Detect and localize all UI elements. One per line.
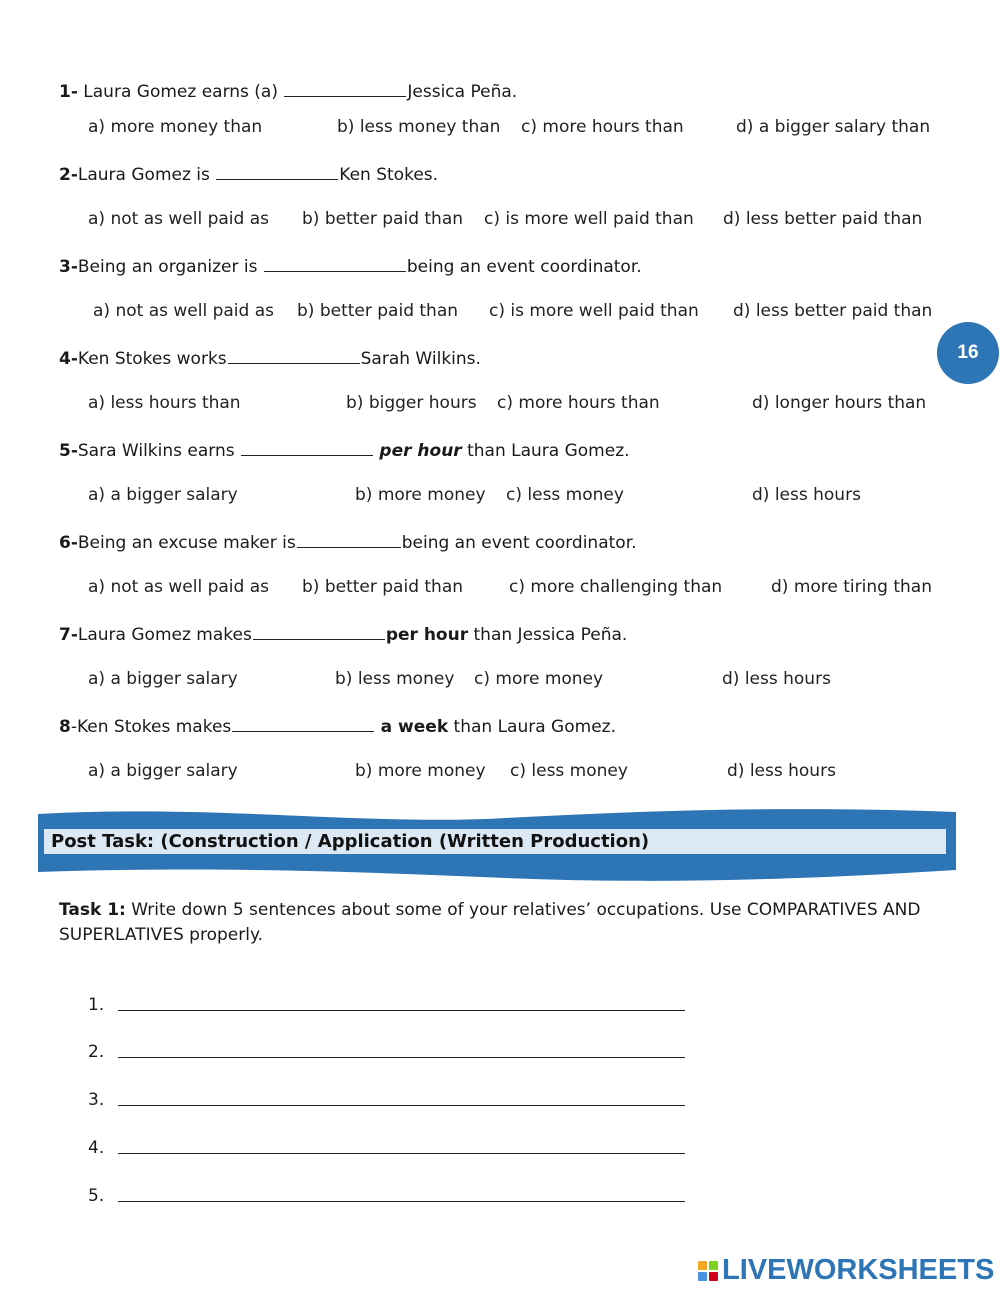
option-b[interactable]: b) more money <box>355 761 486 781</box>
option-a[interactable]: a) not as well paid as <box>88 577 269 597</box>
option-b[interactable]: b) better paid than <box>302 577 464 597</box>
answer-blank[interactable] <box>297 531 401 548</box>
option-d[interactable]: d) a bigger salary than <box>736 117 931 137</box>
option-b[interactable]: b) better paid than <box>297 301 459 321</box>
answer-blank[interactable] <box>264 255 406 272</box>
question-text-end: Sarah Wilkins. <box>360 349 481 369</box>
answer-line-3[interactable] <box>88 1090 118 1110</box>
task-text-line-1: Write down 5 sentences about some of your relatives’ occupations. Use COMPARATIVES AND <box>125 900 921 920</box>
option-b[interactable]: b) bigger hours <box>346 393 477 413</box>
logo-text: LIVEWORKSHEETS <box>722 1254 995 1286</box>
question-number: 6- <box>59 533 78 553</box>
option-d[interactable]: d) less hours <box>722 669 831 689</box>
line-number: 4. <box>88 1138 105 1158</box>
option-a[interactable]: a) less hours than <box>88 393 241 413</box>
answer-blank[interactable] <box>253 623 385 640</box>
question-text: Laura Gomez makes <box>77 625 252 645</box>
question-text: -Ken Stokes makes <box>70 717 232 737</box>
answer-line-1[interactable] <box>88 995 118 1015</box>
answer-blank[interactable] <box>241 439 373 456</box>
option-a[interactable]: a) not as well paid as <box>88 209 269 229</box>
question-text-end: than Jessica Peña. <box>468 625 628 645</box>
answer-line-2[interactable] <box>88 1042 118 1062</box>
logo-tile <box>698 1272 707 1281</box>
liveworksheets-logo[interactable] <box>698 1254 994 1287</box>
writing-line[interactable] <box>118 1057 685 1058</box>
option-d[interactable]: d) less better paid than <box>723 209 923 229</box>
logo-mark-icon <box>698 1261 718 1281</box>
option-c[interactable]: c) less money <box>510 761 628 781</box>
writing-line[interactable] <box>118 1153 685 1154</box>
question-emphasis: a week <box>380 717 449 737</box>
option-c[interactable]: c) is more well paid than <box>489 301 699 321</box>
question-text: Being an excuse maker is <box>77 533 296 553</box>
logo-tile <box>709 1272 718 1281</box>
question-number: 7- <box>59 625 78 645</box>
option-a[interactable]: a) a bigger salary <box>88 669 238 689</box>
question-text: Laura Gomez is <box>77 165 216 185</box>
page-number-badge: 16 <box>937 322 999 384</box>
option-b[interactable]: b) less money <box>335 669 455 689</box>
option-b[interactable]: b) more money <box>355 485 486 505</box>
line-number: 3. <box>88 1090 105 1110</box>
option-c[interactable]: c) less money <box>506 485 624 505</box>
answer-line-5[interactable] <box>88 1186 118 1206</box>
writing-line[interactable] <box>118 1105 685 1106</box>
question-3 <box>59 255 642 277</box>
answer-blank[interactable] <box>216 163 338 180</box>
logo-tile <box>698 1261 707 1270</box>
option-c[interactable]: c) is more well paid than <box>484 209 694 229</box>
question-text-end: Ken Stokes. <box>339 165 439 185</box>
question-7 <box>59 623 627 645</box>
option-c[interactable]: c) more hours than <box>497 393 660 413</box>
line-number: 1. <box>88 995 105 1015</box>
option-c[interactable]: c) more hours than <box>521 117 684 137</box>
option-d[interactable]: d) less better paid than <box>733 301 933 321</box>
option-d[interactable]: d) less hours <box>752 485 861 505</box>
question-emphasis: per hour <box>385 625 469 645</box>
question-text-end: than Laura Gomez. <box>461 441 630 461</box>
task-label: Task 1: <box>59 900 126 920</box>
question-text-end: Jessica Peña. <box>407 82 518 102</box>
answer-blank[interactable] <box>228 347 360 364</box>
line-number: 5. <box>88 1186 105 1206</box>
question-number: 5- <box>59 441 78 461</box>
option-c[interactable]: c) more money <box>474 669 604 689</box>
question-number: 8 <box>59 717 71 737</box>
post-task-title: Post Task: (Construction / Application (Written Production) <box>51 831 650 852</box>
answer-blank[interactable] <box>284 80 406 97</box>
question-number: 4- <box>59 349 78 369</box>
option-a[interactable]: a) not as well paid as <box>93 301 274 321</box>
question-text-end: being an event coordinator. <box>401 533 637 553</box>
logo-tile <box>709 1261 718 1270</box>
option-d[interactable]: d) less hours <box>727 761 836 781</box>
question-emphasis: per hour <box>379 441 462 461</box>
task-text-line-2: SUPERLATIVES properly. <box>59 925 263 945</box>
option-d[interactable]: d) longer hours than <box>752 393 927 413</box>
question-8 <box>59 715 616 737</box>
question-4 <box>59 347 481 369</box>
question-number: 1- <box>59 82 78 102</box>
question-text-end: than Laura Gomez. <box>448 717 616 737</box>
question-text: Sara Wilkins earns <box>77 441 240 461</box>
question-text: Ken Stokes works <box>77 349 227 369</box>
question-5 <box>59 439 630 461</box>
question-text-end: being an event coordinator. <box>406 257 642 277</box>
option-b[interactable]: b) less money than <box>337 117 501 137</box>
question-text: Laura Gomez earns (a) <box>77 82 284 102</box>
option-a[interactable]: a) a bigger salary <box>88 761 238 781</box>
question-number: 2- <box>59 165 78 185</box>
option-a[interactable]: a) more money than <box>88 117 263 137</box>
option-c[interactable]: c) more challenging than <box>509 577 723 597</box>
task-1-instructions <box>59 898 920 948</box>
question-1 <box>59 80 517 102</box>
option-d[interactable]: d) more tiring than <box>771 577 932 597</box>
option-a[interactable]: a) a bigger salary <box>88 485 238 505</box>
answer-line-4[interactable] <box>88 1138 118 1158</box>
question-text: Being an organizer is <box>77 257 263 277</box>
question-6 <box>59 531 637 553</box>
line-number: 2. <box>88 1042 105 1062</box>
question-number: 3- <box>59 257 78 277</box>
answer-blank[interactable] <box>232 715 374 732</box>
option-b[interactable]: b) better paid than <box>302 209 464 229</box>
writing-line[interactable] <box>118 1010 685 1011</box>
question-2 <box>59 163 438 185</box>
writing-line[interactable] <box>118 1201 685 1202</box>
